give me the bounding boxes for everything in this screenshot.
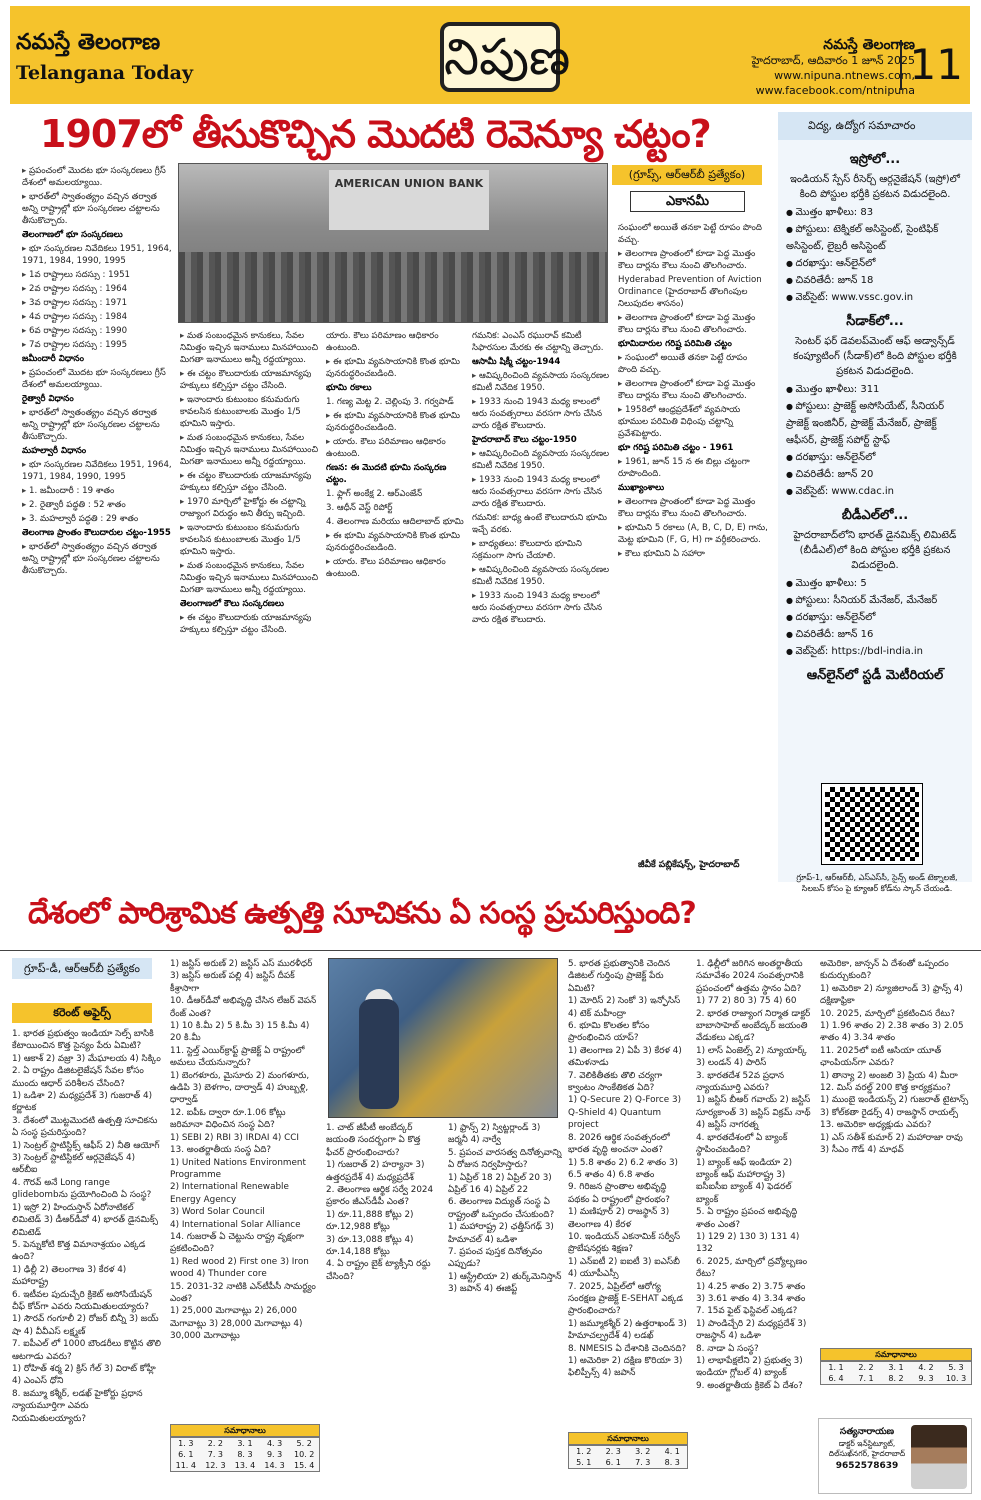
answer: 7. 3 [207,1450,224,1459]
quiz-line: 1) ఎస్ సతీశ్ కుమార్ 2) మహారాజా రావు 3) సీఎం గౌడ్ 4) మాధవ్ [820,1132,963,1156]
para: సంఘంలో అయితే తనకా పెట్టే రూపం పొంది వచ్చు. [618,223,762,245]
quiz-line: 1) Q-Secure 2) Q-Force 3) Q-Shield 4) Quantum project [568,1095,682,1131]
quiz-line: 5. ఏ రాష్ట్రం ప్రపంచ అభివృద్ధి శాతం ఎంత? [696,1207,798,1230]
quiz-line: 1) 1.96 శాతం 2) 2.38 శాతం 3) 2.05 శాతం 4) 3.34 శాతం [820,1021,964,1044]
qr-code-icon[interactable] [822,784,922,864]
answer: 4. 3 [266,1439,283,1448]
subhead: భూమిదారుల గరిష్ట పరిమితి చట్టం [618,339,732,349]
quiz-line: 6. 2025, మార్చిలో ద్రవ్యోల్బణం రేటు? [696,1256,808,1280]
quiz-line: 1) United Nations Environment Programme [170,1157,306,1180]
group-tag: గ్రూప్-డీ, ఆర్ఆర్‌బీ ప్రత్యేకం [12,958,152,979]
answer: 1. 2 [576,1447,592,1456]
job-details [782,381,968,500]
job-item-website[interactable]: ● వెబ్‌సైట్: www.vssc.gov.in [786,289,968,306]
job-item-website[interactable]: ● వెబ్‌సైట్: https://bdl-india.in [786,643,968,660]
divider [0,950,981,951]
quiz-col-1 [12,1028,162,1468]
para: ▸ ఈ భూమి వ్యవసాయానికి కొంత భూమి పునరుద్ధరించబడింది. [326,530,466,554]
para: ▸ 1961, జూన్ 15 న ఈ బిల్లు చట్టంగా రూపొందింది. [618,456,768,480]
para: ▸ తెలంగాణ ప్రాంతంలో కూడా పెద్ద మొత్తం కౌలు దార్లను కౌలు నుంచి తొలగించారు. [618,496,768,520]
quiz-line: 1. చాట్ జీపీటీ అంబేద్కర్ జయంతి సందర్భంగా ఏ కొత్త ఫీచర్ ప్రారంభించారు? [326,1123,421,1158]
answer-table-2 [568,1432,688,1469]
quiz-line: 4. గౌరవ్ అనే Long range glidebombను ప్రయోగించింది ఏ సంస్థ? [12,1177,152,1201]
date-line: హైదరాబాద్, ఆదివారం 1 జూన్ 2025 [751,54,915,67]
quiz-line: 6. భూమి కొలతల కోసం ప్రారంభించిన యాప్? [568,1021,650,1044]
subhead: తెలంగాణలో కౌలు సంస్కరణలు [180,599,284,609]
bank-sign: AMERICAN UNION BANK [329,170,489,230]
section-title: నిపుణ [440,22,560,92]
para: గమనిక: బాధ్య ఉంటే కౌలుదారుని భూమి ఇచ్చే వరకు. [472,513,607,535]
para: ▸ ఆవిష్కరించింది వ్యవసాయ సంస్కరణల కమిటీ నివేదిక 1950. [472,448,612,472]
para: ▸ తెలంగాణ ప్రాంతంలో కూడా పెద్ద మొత్తం కౌలు దార్లను కౌలు నుంచి తొలగించారు. [618,248,768,272]
top-headline: 1907లో తీసుకొచ్చిన మొదటి రెవెన్యూ చట్టం? [40,112,711,156]
answers-label: సమాధానాలు [820,1348,972,1361]
para: ▸ భూమిని 5 రకాలు (A, B, C, D, E) గాను, మెట్ట భూమిని (F, G, H) గా వర్గీకరించారు. [618,522,768,546]
quiz-line: 1) ఏప్రిల్ 18 2) ఏప్రిల్ 20 3) ఏప్రిల్ 16 4) ఏప్రిల్ 22 [448,1172,552,1196]
job-section-bdl [782,508,968,660]
job-item: ● పోస్టులు: సీనియర్ మేనేజర్, మేనేజర్ [786,592,968,609]
answer-table-3 [820,1348,972,1385]
answer: 3. 1 [237,1439,253,1448]
top-col-1 [22,165,172,880]
para: ▸ యారు. కౌలు పరిమాణం ఆధికారం ఉంటుంది. [326,556,466,580]
quiz-line: 1) లాభాపేక్షలేని 2) ప్రభుత్వ 3) ఇండియా గ్లోబల్ 4) బ్యాంక్ [696,1356,803,1379]
qr-caption: గ్రూప్-1, ఆర్ఆర్‌బీ, ఎస్ఎస్‌సీ, సైన్స్ అండ్ టెక్నాలజీ, సిలబస్ కోసం పై క్యూఆర్ కోడ్‌ను స్కాన్ చేయండి. [796,873,958,893]
author-photo [911,1425,967,1489]
sidebar-content [782,146,968,686]
factory-photo [328,958,558,1118]
para: ▸ 1933 నుంచి 1943 మధ్య కాలంలో ఆరు సంవత్సరాలు వరసగా సాగు చేసిన వారు రక్షిత కౌలుదారు. [472,474,612,510]
quiz-line: 3. దేశంలో మొట్టమొదటి ఉత్పత్తి సూచికను ఏ సంస్థ ప్రచురిస్తుంది? [12,1115,158,1139]
quiz-line: 1) బెంగళూరు, మైసూరు 2) మంగళూరు, ఉడిపి 3) బెళగాం, దార్వాడ్ 4) హుబ్బళ్లి, ధార్వాడ్ [170,1070,310,1106]
para: ▸ యారు. కౌలు పరిమాణం ఆధికారం ఉంటుంది. [326,436,466,460]
quiz-line: 10. డీఆర్‌డీవో అభివృద్ధి చేసిన లేజర్ వెపన్ రేంజ్ ఎంత? [170,996,317,1019]
subhead: హైదరాబాద్ కౌలు చట్టం-1950 [472,435,577,445]
quiz-col-3 [326,1122,562,1492]
subhead: గణన: ఈ మొదటి భూమి సంస్కరణ చట్టం. [326,463,447,485]
job-section-cdac [782,314,968,500]
para: ▸ 1933 నుంచి 1943 మధ్య కాలంలో ఆరు సంవత్సరాలు వరసగా సాగు చేసిన వారు రక్షిత కౌలుదారు. [472,396,612,432]
top-byline: జీవీకే పబ్లికేషన్స్, హైదరాబాద్ [638,860,740,870]
answer: 5. 3 [948,1363,964,1372]
answer: 13. 4 [234,1461,256,1470]
answer: 6. 4 [828,1374,844,1383]
quiz-line: 1) అమెరికా 2) న్యూజిలాండ్ 3) ఫ్రాన్స్ 4) దక్షిణాఫ్రికా [820,983,963,1007]
quiz-line: 7. వెలికితీతకు తొలి చర్యగా క్వాంటం సాంకేతికత ఏది? [568,1070,663,1094]
subhead: తెలంగాణ ప్రాంతం కౌలుదారుల చట్టం-1955 [22,528,171,538]
list-item: ▸ 1వ రాష్ట్రాలు సదస్సు : 1951 [22,269,172,281]
answer: 2. 2 [207,1439,224,1448]
quiz-line: 1) ఒడిశా 2) మధ్యప్రదేశ్ 3) గుజరాత్ 4) కర్ణాటక [12,1091,153,1114]
page-number: 11 [900,40,963,90]
quiz-line: 5. ప్రపంచ వారసత్వ దినోత్సవాన్ని ఏ రోజున నిర్వహిస్తారు? [448,1147,562,1171]
para: ▸ భారత్‌లో స్వాతంత్య్రం వచ్చిన తర్వాత అన్ని రాష్ట్రాల్లో భూ సంస్కరణల చట్టాలను తీసుకొచ్చారు. [22,541,172,577]
worker-figure [359,999,399,1109]
para: 4. తెలంగాణ మరియు ఆదిలాబాద్ భూమి [326,517,464,527]
job-item: ● దరఖాస్తు: ఆన్‌లైన్‌లో [786,255,968,272]
section-body: సెంటర్ ఫర్ డెవలప్‌మెంట్ ఆఫ్ అడ్వాన్స్‌డ్ కంప్యూటింగ్ (సీడాక్)లో కింది పోస్టుల భర్తీకి ప్రకటన విడుదలైంది. [793,336,957,377]
answer: 5. 1 [576,1458,592,1467]
answer: 3. 1 [888,1363,904,1372]
quiz-line: 1) ఇస్రో 2) హిందుస్తాన్ ఏరోనాటికల్ లిమిటెడ్ 3) డీఆర్‌డీవో 4) భారత్ డైనమిక్స్ లిమిటెడ్ [12,1202,158,1238]
para: గమనిక: ఎంఎస్ రఘురావ్ కమిటీ సిఫారసుల మేరకు ఈ చట్టాన్ని తెచ్చారు. [472,331,604,353]
quiz-line: 1) గుజరాత్ 2) హర్యానా 3) ఉత్తరప్రదేశ్ 4) మధ్యప్రదేశ్ [326,1160,425,1183]
quiz-line: 1) లాస్ ఏంజెల్స్ 2) న్యూయార్క్ 3) లండన్ 4) పారిస్ [696,1045,807,1069]
author-box [818,1418,972,1494]
quiz-line: 8. 2026 ఆర్థిక సంవత్సరంలో భారత వృద్ధి అంచనా ఎంత? [568,1132,670,1156]
quiz-line: 1) సౌరవ్ గంగూలీ 2) రోజర్ బిన్నీ 3) జయ్ షా 4) వీవీఎస్ లక్ష్మణ్ [12,1314,159,1337]
answer-table-1 [170,1424,320,1472]
answer: 3. 2 [635,1447,651,1456]
quiz-line: 2. ఏ రాష్ట్రం డిజిటలైజేషన్ సేవల కోసం ముందు ఆధార్ పరిశీలన చేసింది? [12,1066,144,1089]
quiz-line: 1) రోహిత్ శర్మ 2) క్రిస్ గేల్ 3) విరాట్ కోహ్లీ 4) ఎంఎస్ ధోని [12,1363,156,1387]
answer: 8. 3 [664,1458,680,1467]
para: ▸ ఈ చట్టం కౌలుదారుకు యాజమాన్యపు హక్కులు కల్పిస్తూ చట్టం చేసింది. [180,612,320,636]
answer: 15. 4 [293,1461,315,1470]
answer: 9. 3 [918,1374,934,1383]
website-link[interactable]: www.nipuna.ntnews.com, [774,69,915,82]
para: ▸ భూ సంస్కరణల నివేదికలు 1951, 1964, 1971, 1984, 1990, 1995 [22,243,172,267]
answer: 4. 1 [664,1447,680,1456]
quiz-line: 1. భారత ప్రభుత్వం ఇండియా సెల్స్ బాసికి కేటాయించిన కొత్త సైన్యం పేరు ఏమిటి? [12,1029,154,1052]
quiz-line: 6. తెలంగాణ విద్యుత్ సంస్థ ఏ రాష్ట్రంతో ఒప్పందం చేసుకుంది? [448,1197,555,1220]
para: 1. గణ్య మెట్ట 2. చెల్లింపు 3. గర్వపాడ్ [326,397,454,407]
answer: 5. 2 [296,1439,312,1448]
answer: 2. 3 [605,1447,621,1456]
quiz-line: 1) 77 2) 80 3) 75 4) 60 [696,996,797,1007]
quiz-line: 3. భారతదేశ 52వ ప్రధాన న్యాయమూర్తి ఎవరు? [696,1070,785,1094]
quiz-line: 1) పాండిచ్చేరి 2) మధ్యప్రదేశ్ 3) రాజస్థాన్ 4) ఒడిశా [696,1318,807,1342]
quiz-line: 1) సెంట్రల్ స్టాటిస్టిక్స్ ఆఫీస్ 2) నీతి ఆయోగ్ 3) సెంట్రల్ స్టాటిస్టికల్ ఆర్గనైజేషన్ 4) ఆర్‌బీఐ [12,1140,160,1176]
subject-tag: కరెంట్ అఫైర్స్ [12,1003,152,1023]
job-item-website[interactable]: ● వెబ్‌సైట్: www.cdac.in [786,483,968,500]
para: ▸ సంఘంలో అయితే తనకా పెట్టే రూపం పొంది వచ్చు. [618,352,768,376]
quiz-line: 1) ఫ్రాన్స్ 2) స్విట్జర్లాండ్ 3) జర్మనీ 4) నార్వే [448,1123,541,1146]
list-item: ▸ 2వ రాష్ట్రాల సదస్సు : 1964 [22,283,172,295]
group-tag: (గ్రూప్స్, ఆర్ఆర్‌బీ ప్రత్యేకం) [612,165,762,185]
job-details [782,204,968,306]
job-item: ● దరఖాస్తు: ఆన్‌లైన్‌లో [786,609,968,626]
quiz-line: 1) రూ.11,888 కోట్లు 2) రూ.12,988 కోట్లు [326,1209,414,1233]
quiz-line: 1) తెలంగాణ 2) ఏపీ 3) కేరళ 4) తమిళనాడు [568,1045,682,1069]
answer: 10. 2 [293,1450,315,1459]
author-name: సత్యనారాయణ [839,1427,895,1437]
quiz-line: 4. ఏ రాష్ట్రం బైక్ ట్యాక్సీని రద్దు చేసింది? [326,1259,431,1282]
facebook-link[interactable]: www.facebook.com/ntnipuna [755,84,915,97]
job-item: ● చివరితేదీ: జూన్ 16 [786,626,968,643]
list-item: ▸ 1. జమీందారీ : 19 శాతం [22,485,172,497]
quiz-line: 8. జమ్మూ కశ్మీర్, లడఖ్ హైకోర్టు ప్రధాన న్యాయమూర్తిగా ఎవరు నియమితులయ్యారు? [12,1388,143,1424]
subhead: రైత్వారీ విధానం [22,394,74,404]
para: ▸ 1933 నుంచి 1943 మధ్య కాలంలో ఆరు సంవత్సరాలు వరసగా సాగు చేసిన వారు రక్షిత కౌలుదారు. [472,590,612,626]
quiz-line: 10. ఇండియన్ ఎకనామిక్ సర్వీస్ ప్రొబేషనర్లకు శిక్షణ? [568,1231,681,1255]
para: ▸ భూ సంస్కరణల నివేదికలు 1951, 1964, 1971, 1984, 1990, 1995 [22,459,172,483]
quiz-line: 7. ప్రపంచ పుస్తక దినోత్సవం ఎప్పుడు? [448,1247,543,1270]
quiz-line: 1. ఢిల్లీలో జరిగిన అంతర్జాతీయ సమావేశం 2024 సంవత్సరానికి ప్రపంచంలో ఉత్తమ స్థానం ఏది? [696,959,804,994]
masthead-info [752,38,915,98]
answers-label: సమాధానాలు [170,1424,320,1437]
para: Hyderabad Prevention of Aviction Ordinance (హైదరాబాద్ తొలగింపుల నిలుపుదల శాసనం) [618,275,762,309]
subject-tag: ఎకానమీ [630,191,745,212]
author-info [823,1425,911,1473]
top-col-2 [180,330,320,880]
quiz-line: 1) Red wood 2) First one 3) Iron wood 4) Thunder core [170,1256,309,1280]
quiz-line: 9. అంతర్జాతీయ క్రికెట్ ఏ దేశం? [696,1380,803,1391]
quiz-line: 2. తెలంగాణ ఆర్థిక సర్వే 2024 ప్రకారం జీఎస్‌డీపీ ఎంత? [326,1185,434,1208]
paper-name: నమస్తే తెలంగాణ [823,37,915,53]
answer: 11. 4 [175,1461,196,1470]
top-col-5 [618,222,768,852]
para: ▸ బాధ్యతలు: కౌలుదారు భూమిని సక్రమంగా సాగు చేయాలి. [472,538,612,562]
list-item: ▸ 7వ రాష్ట్రాల సదస్సు : 1995 [22,339,172,351]
job-item: ● పోస్టులు: ప్రాజెక్ట్ అసోసియేట్, సీనియర్ ప్రాజెక్ట్ ఇంజినీర్, ప్రాజెక్ట్ మేనేజర్, ప్రాజెక్ట్ ఆఫీసర్, ప్రాజెక్ట్ సపోర్ట్ స్టాఫ్ [786,398,968,449]
para: ▸ మత సంబంధమైన కానుకలు, సేవల నిమిత్తం ఇచ్చిన ఇనాములు మినహాయించి మిగతా ఇనాములు అన్నీ రద్దయ్యాయి. [180,560,320,596]
subhead: ఆసామీ షిక్మీ చట్టం-1944 [472,357,561,367]
quiz-line: 3) Word Solar Council [170,1207,265,1218]
quiz-line: 5. భారత ప్రభుత్వానికి చెందిన డిజిటల్ గుర్తింపు ప్రాజెక్ట్ పేరు ఏమిటి? [568,959,671,994]
quiz-line: 7. 15వ ఫైట్ ఫెస్టివల్ ఎక్కడ? [696,1306,798,1317]
quiz-line: 1) మహారాష్ట్ర 2) ఛత్తీస్‌గఢ్ 3) హిమాచల్ 4) ఒడిశా [448,1222,554,1245]
answer: 2. 2 [858,1363,874,1372]
answer: 9. 3 [266,1450,283,1459]
job-section-isro [782,152,968,306]
para: ▸ 1970 మార్చిలో హైకోర్టు ఈ చట్టాన్ని రాజ్యాంగ విరుద్ధం అని తీర్పు ఇచ్చింది. [180,496,320,520]
quiz-line: 11. 2025లో ఐటీ ఆసియా యూత్ ఛాంపియన్‌గా ఎవరు? [820,1045,942,1069]
quiz-line: 1) జస్టిస్ అరుణ్ 2) జస్టిస్ ఎస్ మురళీధర్ 3) జస్టిస్ అరుణ్ పల్లి 4) జస్టిస్ దీపక్ కీశ్రాసాగా [170,959,313,994]
quiz-line: 1) 25,000 మెగావాట్లు 2) 26,000 మెగావాట్లు 3) 28,000 మెగావాట్లు 4) 30,000 మెగావాట్లు [170,1306,303,1342]
quiz-line: 11. స్టెల్త్ ఎయిర్‌క్రాఫ్ట్ ప్రాజెక్ట్ ఏ రాష్ట్రంలో అమలు చేయనున్నారు? [170,1045,305,1069]
quiz-line: 1) ఆకాశ్ 2) వజ్రా 3) మేఘాలయ 4) సిక్కిం [12,1053,161,1064]
quiz-line: 1) ఎన్‌ఐటీ 2) ఐఐటీ 3) ఐఎస్‌బీ 4) యూపీఎస్సీ [568,1256,680,1280]
quiz-line: 3) రూ.13,088 కోట్లు 4) రూ.14,188 కోట్లు [326,1234,414,1258]
quiz-line: 1) అమెరికా 2) దక్షిణ కొరియా 3) ఫిలిప్పీన్స్ 4) జపాన్ [568,1356,683,1379]
subhead: తెలంగాణలో భూ సంస్కరణలు [22,230,123,240]
answer: 10. 3 [945,1374,967,1383]
subhead: భూమి రకాలు [326,383,372,393]
quiz-line: 13. అంతర్జాతీయ సంస్థ ఏది? [170,1145,272,1156]
para: ▸ ఈ చట్టం కౌలుదారుకు యాజమాన్యపు హక్కులు కల్పిస్తూ చట్టం చేసింది. [180,368,320,392]
quiz-line: 9. గిరిజన ప్రాంతాల అభివృద్ధి పథకం ఏ రాష్ట్రంలో ప్రారంభం? [568,1182,670,1205]
job-item: ● మొత్తం ఖాళీలు: 311 [786,381,968,398]
subhead: జమీందారీ విధానం [22,354,84,364]
job-item: ● దరఖాస్తు: ఆన్‌లైన్‌లో [786,449,968,466]
quiz-line: 1) జమ్మూకశ్మీర్ 2) ఉత్తరాఖండ్ 3) హిమాచల్ప్రదేశ్ 4) లడఖ్ [568,1318,687,1342]
answers-label: సమాధానాలు [568,1432,688,1445]
para: ▸ ప్రపంచంలో మొదట భూ సంస్కరణలు గ్రీస్ దేశంలో అమలయ్యాయి. [22,367,172,391]
quiz-line: 4) International Solar Alliance [170,1219,301,1230]
top-col-3 [326,330,466,880]
para: ▸ తెలంగాణ ప్రాంతంలో కూడా పెద్ద మొత్తం కౌలు దార్లను కౌలు నుంచి తొలగించారు. [618,378,768,402]
quiz-line: 1) తాన్యా 2) అంజలి 3) ప్రియ 4) మీరా [820,1070,958,1081]
para: ▸ ఆవిష్కరించింది వ్యవసాయ సంస్కరణల కమిటీ నివేదిక 1950. [472,370,612,394]
quiz-line: 1) మణిపూర్ 2) రాజస్థాన్ 3) తెలంగాణ 4) కేరళ [568,1207,670,1230]
quiz-col-6 [820,958,972,1340]
quiz-line: 1) 10 కి.మీ 2) 5 కి.మీ 3) 15 కి.మీ 4) 20 కి.మీ [170,1021,310,1044]
quiz-line: 8. NMESIS ఏ దేశానికి చెందినది? [568,1343,687,1354]
para: ▸ ఈ చట్టం కౌలుదారుకు యాజమాన్యపు హక్కులు కల్పిస్తూ చట్టం చేసింది. [180,470,320,494]
crowd-image [179,252,607,322]
author-role: డాక్టర్ ఇన్‌స్టిట్యూట్, దిల్‌సుఖ్‌నగర్, హైదరాబాద్ [828,1439,906,1458]
sidebar-header: విద్య, ఉద్యోగ సమాచారం [778,112,972,140]
para: ▸ 1958లో ఆంధ్రప్రదేశ్‌లో వ్యవసాయ భూముల పరిమితి విధింపు చట్టాన్ని ప్రవేశపెట్టారు. [618,404,768,440]
study-material-title: ఆన్‌లైన్‌లో స్టడీ మెటీరియల్ [806,668,944,683]
quiz-line: 12. ఐపీఓ ద్వారా రూ.1.06 కోట్లు జరిమానా విధించిన సంస్థ ఏది? [170,1107,286,1131]
quiz-line: 1) బ్యాంక్ ఆఫ్ ఇండియా 2) బ్యాంక్ ఆఫ్ మహారాష్ట్ర 3) ఐసీఐసీఐ బ్యాంక్ 4) ఫెడరల్ బ్యాంక్ [696,1157,793,1205]
quiz-line: 1) ఢిల్లీ 2) తెలంగాణ 3) కేరళ 4) మహారాష్ట్ర [12,1264,127,1288]
quiz-line: 1) ఆస్ట్రేలియా 2) తుర్క్‌మెనిస్తాన్ 3) జపాన్ 4) ఈజిప్ట్ [448,1271,562,1295]
subhead: మహల్వారీ విధానం [22,446,87,456]
job-item: ● మొత్తం ఖాళీలు: 5 [786,575,968,592]
quiz-line: 14. గుజరాత్ ఏ చెట్టును రాష్ట్ర వృక్షంగా ప్రకటించింది? [170,1231,304,1255]
subhead: భూ గరిష్ట పరిమితి చట్టం - 1961 [618,443,734,453]
answer: 1. 1 [828,1363,844,1372]
answer: 1. 3 [178,1439,194,1448]
para: ▸ కౌలు భూమిని ఏ సహారా [618,548,768,560]
quiz-line: 1) 5.8 శాతం 2) 6.2 శాతం 3) 6.5 శాతం 4) 6.8 శాతం [568,1157,678,1180]
list-item: ▸ 2. రైత్వారీ పద్ధతి : 52 శాతం [22,499,172,511]
logo-telangana-today: Telangana Today [16,62,193,84]
answer: 14. 3 [264,1461,285,1470]
answer: 8. 3 [237,1450,253,1459]
quiz-line: 2) International Renewable Energy Agency [170,1182,289,1205]
para: ▸ తెలంగాణ ప్రాంతంలో కూడా పెద్ద మొత్తం కౌలు దార్లను కౌలు నుంచి తొలగించారు. [618,312,768,336]
quiz-line: 1) 129 2) 130 3) 131 4) 132 [696,1231,800,1255]
section-body: ఇండియన్ స్పేస్ రీసెర్చ్ ఆర్గనైజేషన్ (ఇస్రో)లో కింది పోస్టుల భర్తీకి ప్రకటన విడుదలైంది. [790,174,960,200]
answer: 7. 1 [858,1374,874,1383]
bank-run-photo [178,163,608,323]
section-title: బీడీఎల్‌లో... [841,508,909,523]
answers-grid [820,1361,972,1385]
quiz-line: 1) జస్టిస్ బీఆర్ గవాయ్ 2) జస్టిస్ సూర్యకాంత్ 3) జస్టిస్ విక్రమ్ నాథ్ 4) జస్టిస్ నాగరత్న [696,1095,811,1131]
logo-namasthe-telangana: నమస్తే తెలంగాణ [16,30,161,55]
quiz-line: 2. భారత రాజ్యాంగ నిర్మాత డాక్టర్ బాబాసాహెబ్ అంబేద్కర్ జయంతి వేడుకలు ఎక్కడ? [696,1008,811,1044]
quiz-line: 10. 2025, మార్చిలో ప్రకటించిన రేటు? [820,1008,955,1019]
quiz-col-2 [170,958,320,1418]
top-col-4 [472,330,612,880]
quiz-line: 12. మిస్ వరల్డ్ 200 కొత్త కార్యక్రమం? [820,1083,951,1094]
section-title: ఇస్రోలో... [849,152,901,167]
para: ▸ ఈ భూమి వ్యవసాయానికి కొంత భూమి పునరుద్ధరించబడింది. [326,356,466,380]
section-title: సీడాక్‌లో... [846,314,904,329]
para: 1. ఫ్లాగ్ అంకేక్ష 2. ఆర్‌ఎంజేన్ [326,489,423,499]
bottom-headline: దేశంలో పారిశ్రామిక ఉత్పత్తి సూచికను ఏ సంస్థ ప్రచురిస్తుంది? [28,896,696,931]
quiz-col-5 [696,958,814,1488]
quiz-line: 1) ముంబై ఇండియన్స్ 2) గుజరాత్ టైటాన్స్ 3) కోల్‌కతా రైడర్స్ 4) రాజస్థాన్ రాయల్స్ [820,1095,969,1118]
quiz-line: 13. అమెరికా అధ్యక్షుడు ఎవరు? [820,1120,932,1131]
quiz-line: 1) మోరిస్ 2) సెంకో 3) ఇన్ఫోసిస్ 4) టెక్ మహీంద్రా [568,996,681,1019]
para: ▸ ఆవిష్కరించింది వ్యవసాయ సంస్కరణల కమిటీ నివేదిక 1950. [472,564,612,588]
quiz-line: 4. భారతదేశంలో ఏ బ్యాంక్ స్థాపించబడింది? [696,1132,788,1156]
answer: 6. 1 [605,1458,621,1467]
para: యారు. కౌలు పరిమాణం ఆధికారం ఉంటుంది. [326,331,439,353]
answers-grid [170,1437,320,1472]
job-item: ● చివరితేదీ: జూన్ 20 [786,466,968,483]
para: ▸ భారత్‌లో స్వాతంత్య్రం వచ్చిన తర్వాత అన్ని రాష్ట్రాల్లో భూ సంస్కరణల చట్టాలను తీసుకొచ్చారు. [22,191,172,227]
job-item: ● పోస్టులు: టెక్నికల్ అసిస్టెంట్, సైంటిఫిక్ అసిస్టెంట్, లైబ్రరీ అసిస్టెంట్ [786,221,968,255]
quiz-line: 8. నాడా ఏ సంస్థ? [696,1343,759,1354]
answers-grid [568,1445,688,1469]
list-item: ▸ 6వ రాష్ట్రాల సదస్సు : 1990 [22,325,172,337]
para: ▸ భారత్‌లో స్వాతంత్య్రం వచ్చిన తర్వాత అన్ని రాష్ట్రాల్లో భూ సంస్కరణల చట్టాలను తీసుకొచ్చారు. [22,407,172,443]
section-body: హైదరాబాద్‌లోని భారత్ డైనమిక్స్ లిమిటెడ్ (బీడీఎల్)లో కింది పోస్టుల భర్తీకి ప్రకటన విడుదలైంది. [793,530,957,571]
job-item: ● చివరితేదీ: జూన్ 18 [786,272,968,289]
para: ▸ మత సంబంధమైన కానుకలు, సేవల నిమిత్తం ఇచ్చిన ఇనాములు మినహాయించి మిగతా ఇనాములు అన్నీ రద్దయ్యాయి. [180,432,320,468]
quiz-line: 7. 2025, ఏప్రిల్‌లో ఆరోగ్య సంరక్షణ ప్రాజెక్ట్ E-SEHAT ఎక్కడ ప్రారంభించారు? [568,1281,683,1317]
para: ▸ ఈ భూమి వ్యవసాయానికి కొంత భూమి పునరుద్ధరించబడింది. [326,410,466,434]
answer: 8. 2 [888,1374,904,1383]
para: ▸ మత సంబంధమైన కానుకలు, సేవల నిమిత్తం ఇచ్చిన ఇనాములు మినహాయించి మిగతా ఇనాములు అన్నీ రద్దయ్యాయి. [180,330,320,366]
list-item: ▸ 4వ రాష్ట్రాల సదస్సు : 1984 [22,311,172,323]
quiz-line: 15. 2031-32 నాటికి ఎన్‌టీపీసీ సామర్థ్యం ఎంత? [170,1281,316,1304]
job-details [782,575,968,660]
quiz-line: 1) 4.25 శాతం 2) 3.75 శాతం 3) 3.61 శాతం 4) 3.34 శాతం [696,1281,806,1304]
quiz-line: 7. ఐపీఎల్ లో 1000 బౌండరీలు కొట్టిన తొలి ఆటగాడు ఎవరు? [12,1339,161,1362]
para: ▸ ఇనాందారు కుటుంబం కనుమరుగు కావలసిన కుటుంబాలకు మొత్తం 1/5 భూమిని ఇస్తారు. [180,522,320,558]
list-item: ▸ 3. మహల్వారీ పద్ధతి : 29 శాతం [22,513,172,525]
para: ▸ ఇనాందారు కుటుంబం కనుమరుగు కావలసిన కుటుంబాలకు మొత్తం 1/5 భూమిని ఇస్తారు. [180,394,320,430]
quiz-line: 6. ఇటీవల పుదుచ్చేరి క్రికెట్ అసోసియేషన్ చీఫ్ కోచ్‌గా ఎవరు నియమితులయ్యారు? [12,1289,153,1312]
quiz-line: 5. పెన్నుకోటి కొత్త విమానాశ్రయం ఎక్కడ ఉంది? [12,1239,146,1263]
author-phone: 9652578639 [835,1461,899,1471]
subhead: ముఖ్యాంశాలు [618,483,665,493]
answer: 12. 3 [205,1461,226,1470]
answer: 6. 1 [178,1450,194,1459]
para: 3. ఆధీన్ వెస్ట్ రిపోర్ట్ [326,503,393,513]
answer: 7. 3 [635,1458,651,1467]
para: ▸ ప్రపంచంలో మొదట భూ సంస్కరణలు గ్రీస్ దేశంలో అమలయ్యాయి. [22,165,172,189]
quiz-line: అమెరికా, జాన్సన్ ఏ దేశంతో ఒప్పందం కుదుర్చుకుంది? [820,959,949,982]
quiz-line: 1) SEBI 2) RBI 3) IRDAI 4) CCI [170,1132,300,1143]
job-item: ● మొత్తం ఖాళీలు: 83 [786,204,968,221]
list-item: ▸ 3వ రాష్ట్రాల సదస్సు : 1971 [22,297,172,309]
answer: 4. 2 [918,1363,934,1372]
quiz-col-4 [568,958,688,1428]
